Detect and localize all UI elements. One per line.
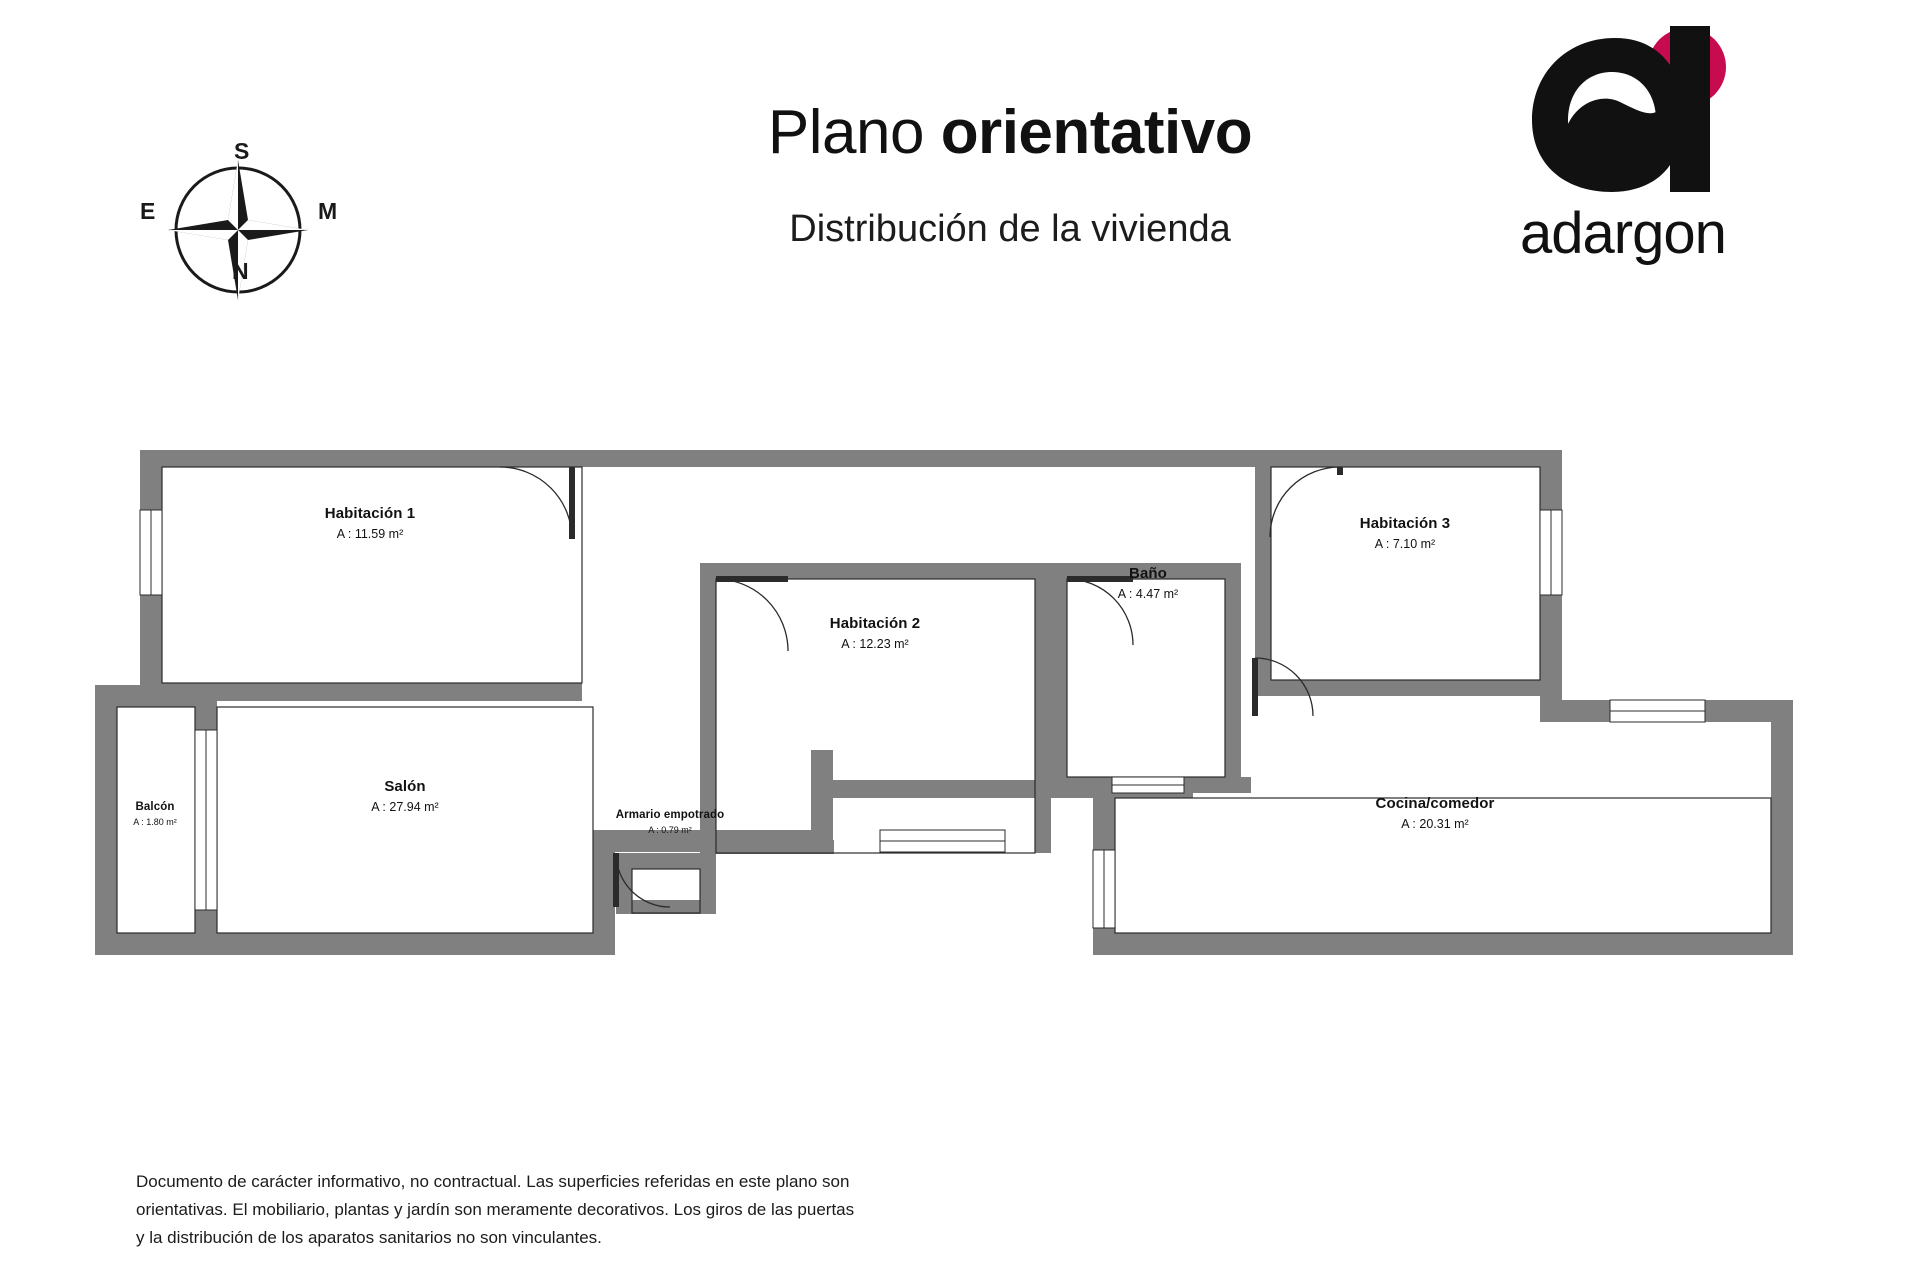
room-label-balcon: Balcón A : 1.80 m² — [133, 801, 177, 828]
floor-plan — [0, 450, 1920, 1070]
disclaimer-line-2: orientativas. El mobiliario, plantas y jardín son meramente decorativos. Los giros de las puertas — [136, 1200, 855, 1220]
page-title-light: Plano — [767, 98, 941, 167]
compass-label-east: E — [140, 198, 156, 224]
logo-text: adargon — [1520, 201, 1726, 266]
compass-label-west: M — [318, 198, 338, 224]
room-label-habitacion-1: Habitación 1 A : 11.59 m² — [324, 505, 416, 541]
room-label-salon: Salón A : 27.94 m² — [371, 778, 439, 814]
room-label-habitacion-2: Habitación 2 A : 12.23 m² — [829, 615, 921, 651]
disclaimer-line-1: Documento de carácter informativo, no contractual. Las superficies referidas en este plano son — [136, 1172, 850, 1191]
room-label-bano: Baño A : 4.47 m² — [1117, 565, 1179, 601]
compass-label-north: N — [232, 258, 249, 284]
logo-mark-icon — [1520, 20, 1730, 195]
compass-rose — [128, 130, 343, 330]
room-label-cocina-comedor: Cocina/comedor A : 20.31 m² — [1375, 795, 1495, 831]
page-title — [560, 100, 1460, 167]
page-header — [0, 0, 1920, 330]
disclaimer-text — [136, 1168, 1096, 1252]
plan-walls — [95, 450, 1793, 955]
brand-logo — [1520, 20, 1810, 290]
room-label-habitacion-3: Habitación 3 A : 7.10 m² — [1359, 515, 1451, 551]
page-title-bold: orientativo — [940, 98, 1253, 167]
room-label-armario-empotrado: Armario empotrado A : 0.79 m² — [615, 809, 725, 836]
page-subtitle: Distribución de la vivienda — [789, 208, 1231, 250]
disclaimer-line-3: y la distribución de los aparatos sanitarios no son vinculantes. — [136, 1228, 602, 1248]
floor-plan-drawing — [0, 450, 1920, 1070]
compass-label-south: S — [234, 138, 250, 164]
